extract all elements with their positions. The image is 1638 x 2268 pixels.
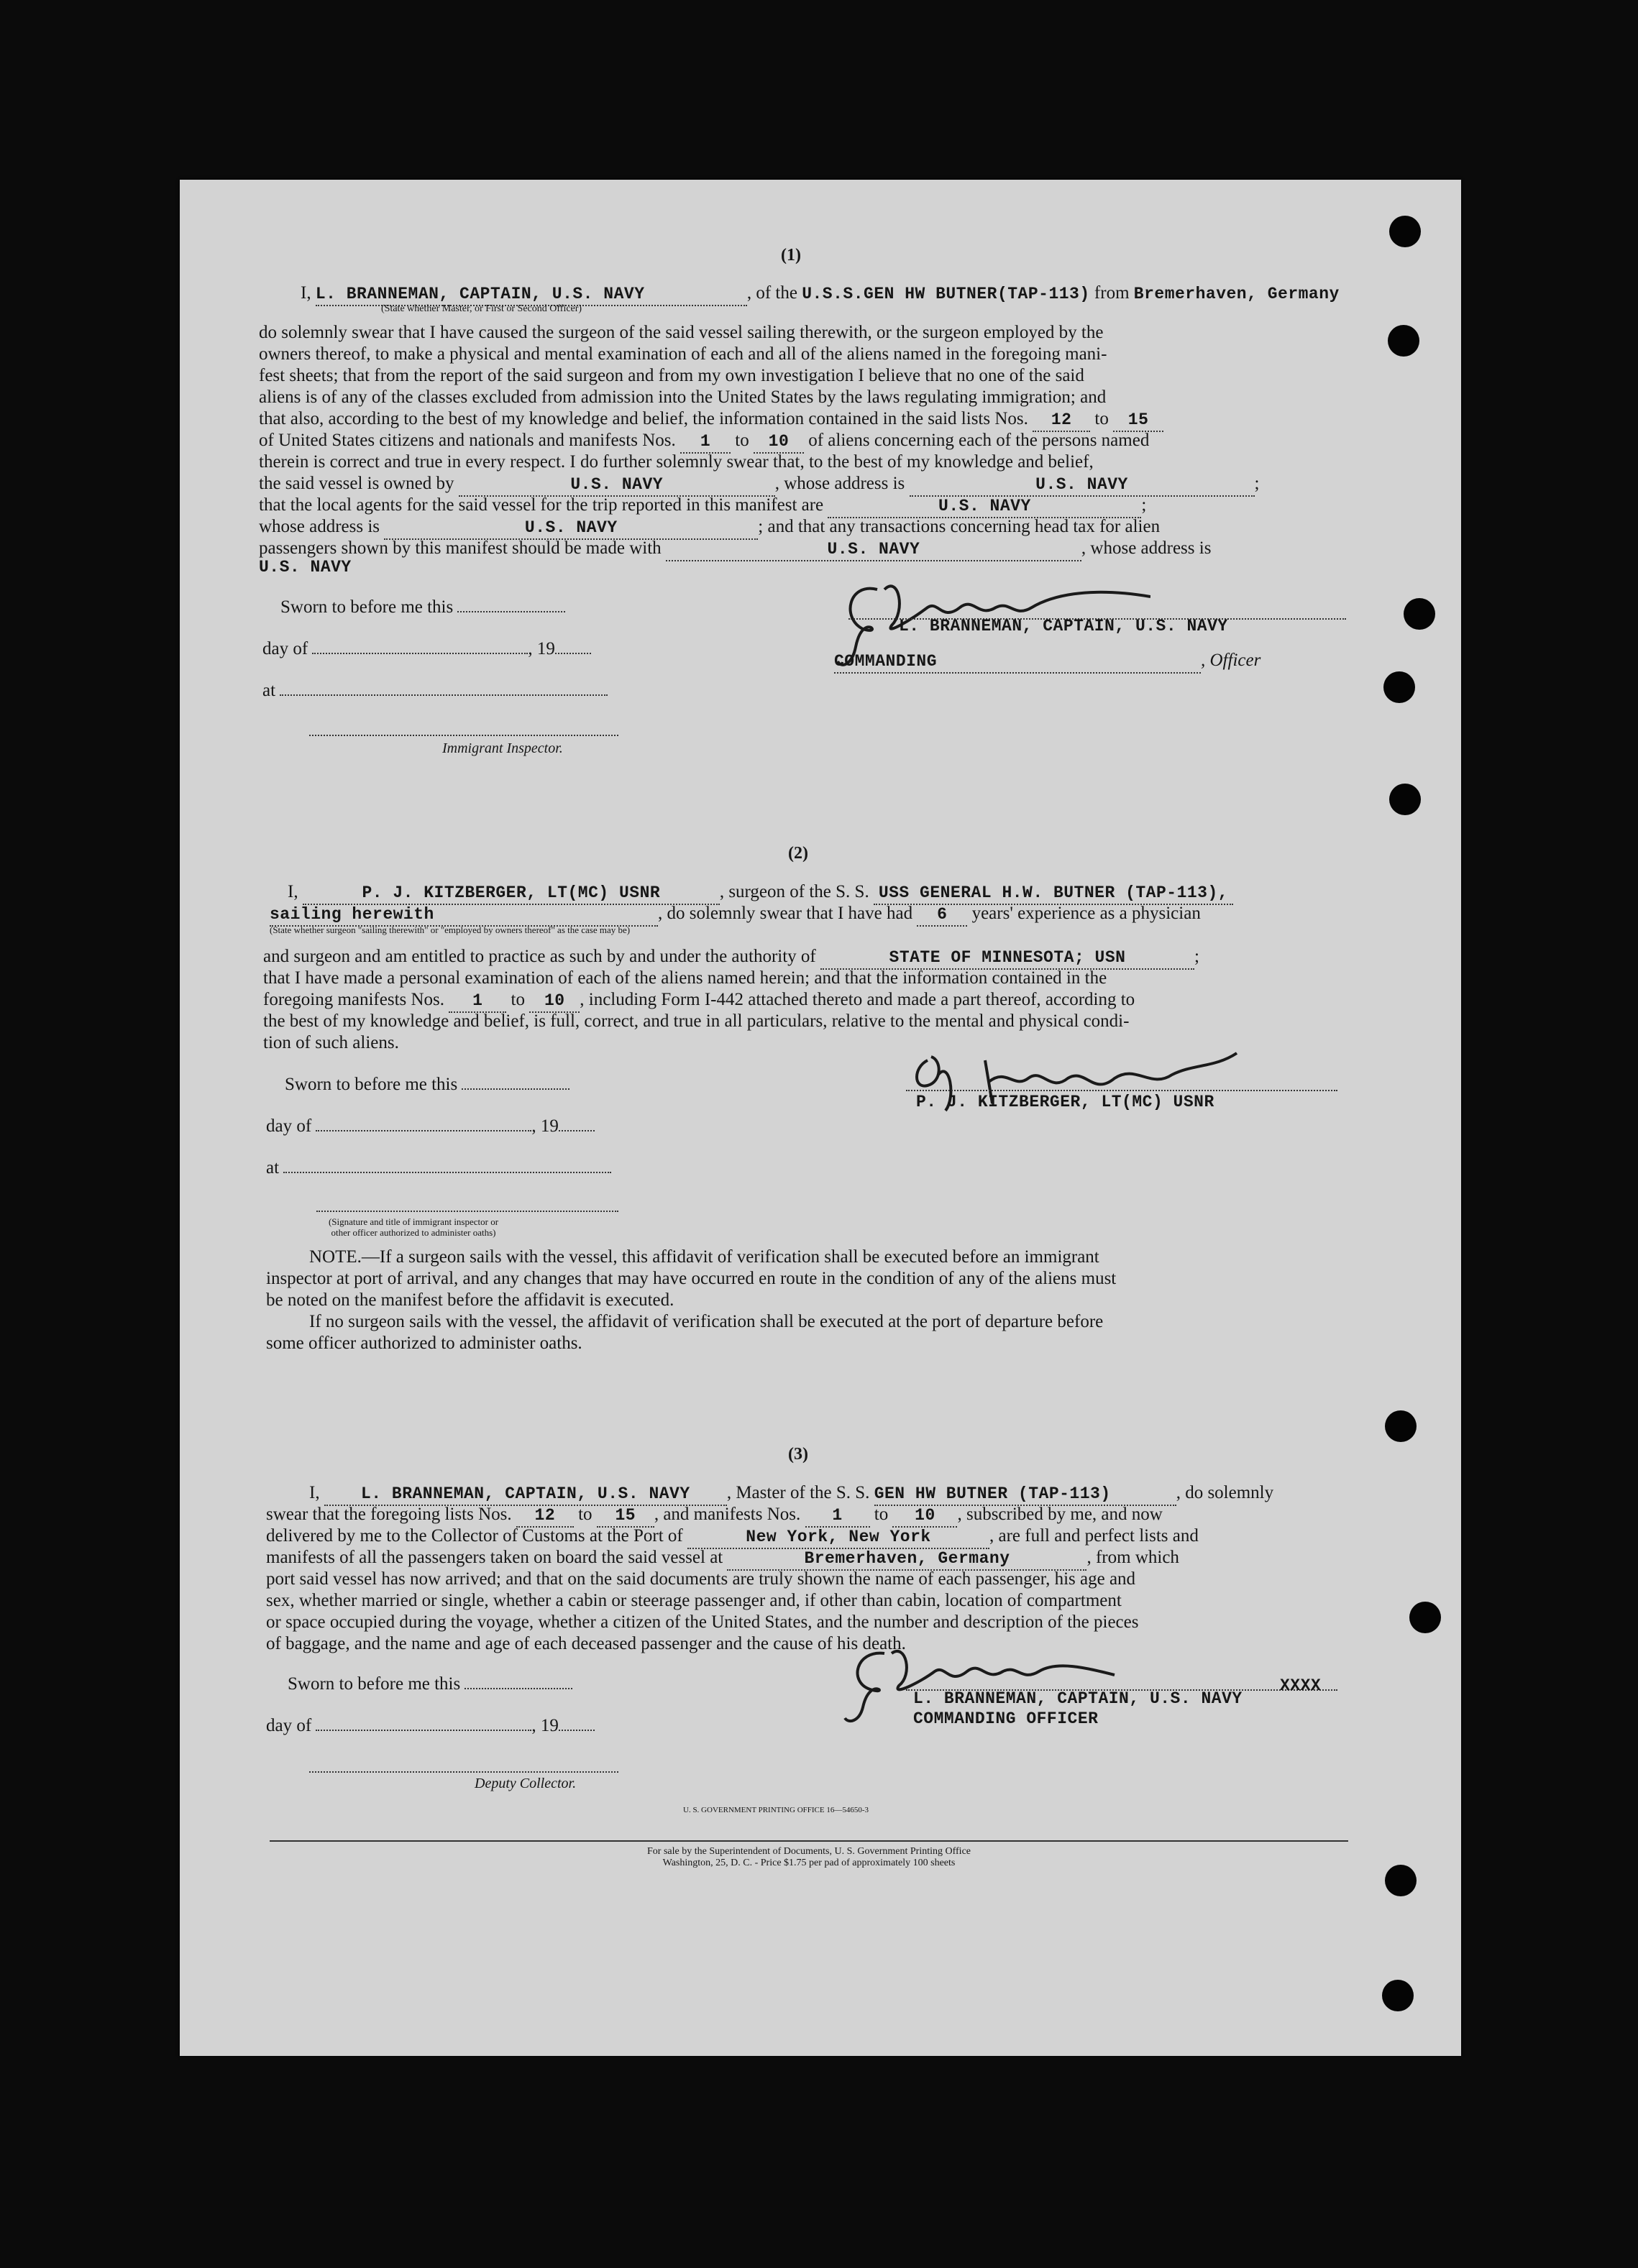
years-field: 6 xyxy=(917,904,967,927)
sec1-sworn: Sworn to before me this xyxy=(280,597,565,618)
vessel-name: U.S.S.GEN HW BUTNER(TAP-113) xyxy=(802,285,1090,303)
punch-hole xyxy=(1382,1980,1414,2011)
sec3-manifests-from: 1 xyxy=(805,1505,870,1528)
sec2-authority-line: and surgeon and am entitled to practice as such by and under the authority of STATE OF MINNESOTA; USN ; xyxy=(263,946,1199,970)
sec3-day-of: day of , 19 xyxy=(266,1715,595,1737)
section-1-number: (1) xyxy=(781,246,801,265)
sec1-body-line: fest sheets; that from the report of the said surgeon and from my own investigation I believe that no one of the said xyxy=(259,366,1084,385)
note-line: inspector at port of arrival, and any changes that may have occurred en route in the condition of any of the aliens must xyxy=(266,1269,1117,1288)
sec3-manifests-to: 10 xyxy=(892,1505,957,1528)
agents-field: U.S. NAVY xyxy=(828,495,1141,518)
punch-hole xyxy=(1409,1602,1441,1633)
captain-title-line: COMMANDING , Officer xyxy=(834,650,1260,674)
sec2-signature-note: (Signature and title of immigrant inspector or other officer authorized to administer oaths) xyxy=(328,1216,499,1238)
sec3-lists-from: 12 xyxy=(516,1505,574,1528)
lists-to-field: 15 xyxy=(1113,409,1163,432)
punch-hole xyxy=(1389,216,1421,247)
immigrant-inspector-label: Immigrant Inspector. xyxy=(442,740,563,756)
sec1-day-of: day of , 19 xyxy=(262,638,591,660)
sec3-vessel-field: GEN HW BUTNER (TAP-113) xyxy=(874,1483,1176,1506)
agents-address-field: U.S. NAVY xyxy=(384,517,758,540)
departure-port: Bremerhaven, Germany xyxy=(1133,285,1340,303)
surgeon-signature xyxy=(906,1046,1280,1125)
note-line: NOTE.—If a surgeon sails with the vessel, this affidavit of verification shall be executed before an immigrant xyxy=(309,1247,1099,1267)
sec1-manifests-line: of United States citizens and nationals and manifests Nos. 1 to 10 of aliens concerning each of the persons named xyxy=(259,430,1149,454)
sec3-captain-title: COMMANDING OFFICER xyxy=(913,1709,1099,1728)
gpo-imprint: U. S. GOVERNMENT PRINTING OFFICE 16—54650-3 xyxy=(683,1806,869,1814)
sec3-body-line: sex, whether married or single, whether a cabin or steerage passenger and, if other than cabin, location of compartment xyxy=(266,1591,1122,1610)
manifest-page xyxy=(180,180,1461,2056)
xed-out-text: XXXX xyxy=(1280,1676,1322,1695)
punch-hole xyxy=(1383,671,1415,703)
sec2-body-line: tion of such aliens. xyxy=(263,1033,399,1052)
section-2-number: (2) xyxy=(788,844,808,863)
sec2-sworn: Sworn to before me this xyxy=(285,1074,569,1096)
inspector-signature-line xyxy=(309,735,618,736)
owner-field: U.S. NAVY xyxy=(459,474,775,497)
surgeon-typed-name: P. J. KITZBERGER, LT(MC) USNR xyxy=(916,1093,1214,1111)
punch-hole xyxy=(1388,325,1419,357)
sec2-body-line: that I have made a personal examination of each of the aliens named herein; and that the information contained in the xyxy=(263,968,1107,988)
captain-title-field: COMMANDING xyxy=(834,651,1201,674)
sec2-at: at xyxy=(266,1157,611,1179)
sec2-oath-line: I, P. J. KITZBERGER, LT(MC) USNR , surgeon of the S. S. USS GENERAL H.W. BUTNER (TAP-113), xyxy=(288,881,1233,905)
sec3-body-line: or space occupied during the voyage, whether a citizen of the United States, and the number and description of the pieces xyxy=(266,1612,1139,1632)
sec1-agents-address-line: whose address is U.S. NAVY ; and that any transactions concerning head tax for alien xyxy=(259,516,1160,540)
punch-hole xyxy=(1404,598,1435,630)
sec3-from-line: manifests of all the passengers taken on board the said vessel at Bremerhaven, Germany , from which xyxy=(266,1547,1179,1571)
sec3-master-field: L. BRANNEMAN, CAPTAIN, U.S. NAVY xyxy=(324,1483,727,1506)
sec2-vessel-field: USS GENERAL H.W. BUTNER (TAP-113), xyxy=(874,882,1233,905)
sec3-sworn: Sworn to before me this xyxy=(288,1674,572,1695)
sec3-body-line: port said vessel has now arrived; and that on the said documents are truly shown the name of each passenger, his age and xyxy=(266,1569,1136,1589)
sec1-state-note: (State whether Master, or First or Second Officer) xyxy=(381,303,582,314)
sec1-agents-line: that the local agents for the said vessel for the trip reported in this manifest are U.S. NAVY ; xyxy=(259,495,1146,518)
sec2-inspector-line xyxy=(316,1211,618,1212)
captain-typed-name: L. BRANNEMAN, CAPTAIN, U.S. NAVY xyxy=(899,617,1228,635)
sale-line-2: Washington, 25, D. C. - Price $1.75 per pad of approximately 100 sheets xyxy=(662,1858,956,1868)
sec1-body-line: owners thereof, to make a physical and mental examination of each and all of the aliens named in the foregoing mani- xyxy=(259,344,1107,364)
sec1-headtax-line: passengers shown by this manifest should be made with U.S. NAVY , whose address is xyxy=(259,538,1211,561)
authority-field: STATE OF MINNESOTA; USN xyxy=(820,947,1194,970)
manifests-to-field: 10 xyxy=(754,431,804,454)
surgeon-name-field: P. J. KITZBERGER, LT(MC) USNR xyxy=(303,882,720,905)
sec3-lists-to: 15 xyxy=(597,1505,654,1528)
note-line: be noted on the manifest before the affidavit is executed. xyxy=(266,1290,674,1310)
sec2-state-note: (State whether surgeon "sailing therewith" or "employed by owners thereof" as the case may be) xyxy=(270,924,631,935)
headtax-field: U.S. NAVY xyxy=(666,538,1081,561)
sec3-departure-field: Bremerhaven, Germany xyxy=(727,1548,1086,1571)
sec2-sailing-line: sailing herewith , do solemnly swear that I have had 6 years' experience as a physician xyxy=(270,903,1201,927)
sec2-day-of: day of , 19 xyxy=(266,1116,595,1137)
master-name-field: L. BRANNEMAN, CAPTAIN, U.S. NAVY xyxy=(316,283,747,306)
sec3-captain-typed-name: L. BRANNEMAN, CAPTAIN, U.S. NAVY xyxy=(913,1689,1243,1708)
sec2-manifests-line: foregoing manifests Nos. 1 to 10 , including Form I-442 attached thereto and made a part thereof, according to xyxy=(263,989,1135,1013)
sec1-lists-line: that also, according to the best of my knowledge and belief, the information contained in the said lists Nos. 12 to 15 xyxy=(259,408,1163,432)
sec1-owner-line: the said vessel is owned by U.S. NAVY , whose address is U.S. NAVY ; xyxy=(259,473,1259,497)
sec1-at: at xyxy=(262,680,608,702)
sec2-body-line: the best of my knowledge and belief, is full, correct, and true in all particulars, relative to the mental and physical condi- xyxy=(263,1011,1130,1031)
sailing-herewith-field: sailing herewith xyxy=(270,904,658,927)
section-3-number: (3) xyxy=(788,1445,808,1464)
sec3-oath-line: I, L. BRANNEMAN, CAPTAIN, U.S. NAVY , Master of the S. S. GEN HW BUTNER (TAP-113) , do solemnly xyxy=(309,1482,1273,1506)
arrival-port-field: New York, New York xyxy=(687,1526,989,1549)
punch-hole xyxy=(1385,1410,1417,1442)
footer-rule xyxy=(270,1840,1348,1842)
sec1-body-line: therein is correct and true in every respect. I do further solemnly swear that, to the best of my knowledge and belief, xyxy=(259,452,1094,472)
note-line: some officer authorized to administer oaths. xyxy=(266,1333,582,1353)
sec2-manifests-to: 10 xyxy=(529,990,580,1013)
owner-address-field: U.S. NAVY xyxy=(910,474,1255,497)
headtax-address: U.S. NAVY xyxy=(259,558,352,577)
sec3-body-line: of baggage, and the name and age of each deceased passenger and the cause of his death. xyxy=(266,1634,906,1653)
note-line: If no surgeon sails with the vessel, the affidavit of verification shall be executed at the port of departure before xyxy=(309,1312,1104,1331)
sec3-port-line: delivered by me to the Collector of Customs at the Port of New York, New York , are full and perfect lists and xyxy=(266,1525,1199,1549)
sec1-oath-line: I, L. BRANNEMAN, CAPTAIN, U.S. NAVY , of the U.S.S.GEN HW BUTNER(TAP-113) from Bremerhaven, Germany xyxy=(301,283,1340,306)
sale-line-1: For sale by the Superintendent of Documents, U. S. Government Printing Office xyxy=(647,1846,971,1857)
sec1-body-line: do solemnly swear that I have caused the surgeon of the said vessel sailing therewith, or the surgeon employed by the xyxy=(259,323,1104,342)
sec3-lists-line: swear that the foregoing lists Nos. 12 to 15 , and manifests Nos. 1 to 10 , subscribed by me, and now xyxy=(266,1504,1163,1528)
deputy-collector-label: Deputy Collector. xyxy=(475,1776,577,1791)
sec1-body-line: aliens is of any of the classes excluded from admission into the United States by the laws regulating immigration; and xyxy=(259,387,1107,407)
lists-from-field: 12 xyxy=(1033,409,1090,432)
sec2-manifests-from: 1 xyxy=(449,990,506,1013)
punch-hole xyxy=(1385,1865,1417,1896)
punch-hole xyxy=(1389,784,1421,815)
manifests-from-field: 1 xyxy=(680,431,731,454)
